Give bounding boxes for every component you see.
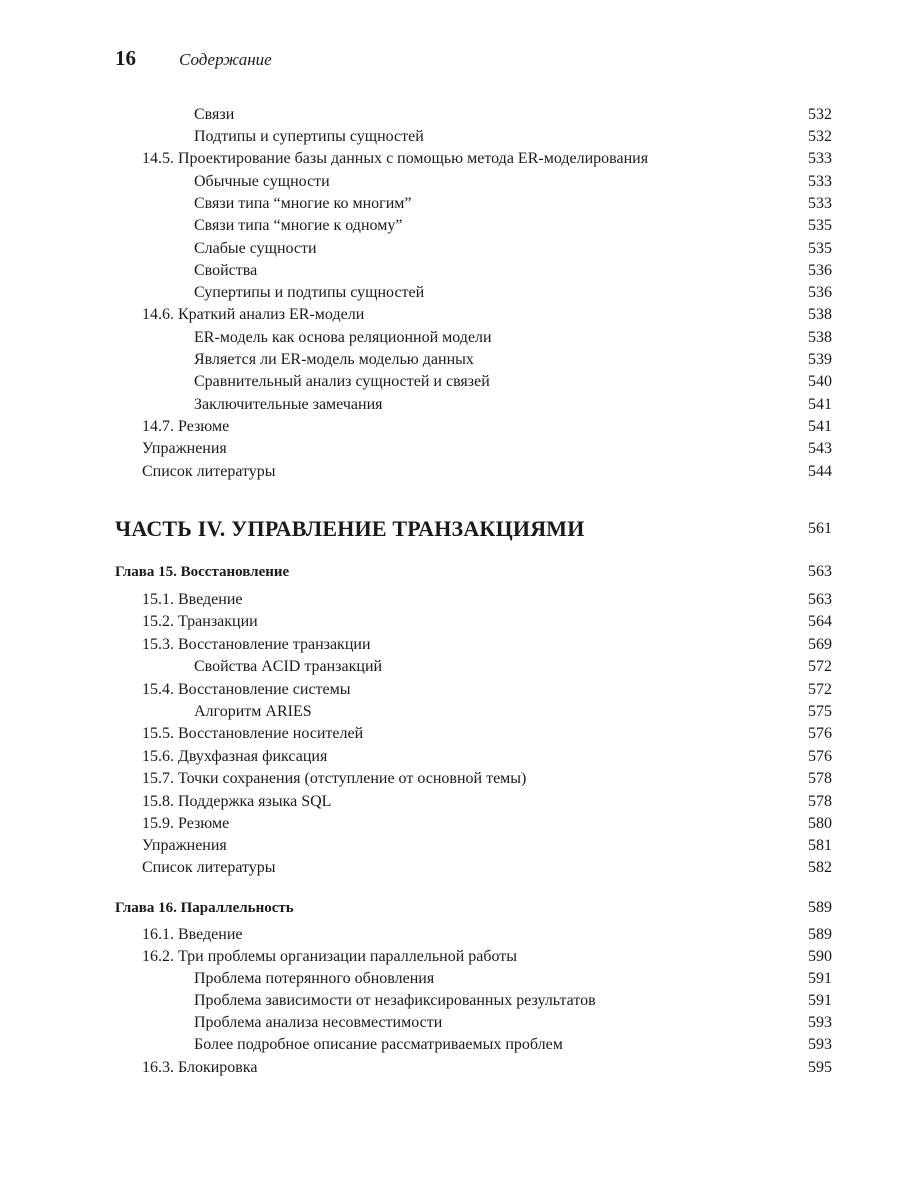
toc-section [0, 438, 900, 460]
toc-entry [0, 104, 900, 126]
toc-title: Заключительные замечания [194, 396, 383, 413]
toc-entry [0, 1034, 900, 1056]
toc-page: 536 [808, 262, 832, 279]
toc-title: 15.1. Введение [142, 591, 243, 608]
toc-title: 15.2. Транзакции [142, 613, 258, 630]
toc-title: Более подробное описание рассматриваемых проблем [194, 1036, 563, 1053]
toc-title: Проблема потерянного обновления [194, 970, 435, 987]
toc-section [0, 946, 900, 968]
toc-entry [0, 260, 900, 282]
toc-entry [0, 371, 900, 393]
toc-title: 15.4. Восстановление системы [142, 681, 351, 698]
toc-title: Подтипы и супертипы сущностей [194, 128, 424, 145]
toc-entry [0, 656, 900, 678]
part-heading [0, 518, 900, 540]
toc-page: 538 [808, 329, 832, 346]
toc-title: 14.6. Краткий анализ ER-модели [142, 306, 365, 323]
toc-page: 535 [808, 240, 832, 257]
toc-title: 16.1. Введение [142, 926, 243, 943]
toc-section [0, 835, 900, 857]
toc-section [0, 768, 900, 790]
toc-page: 580 [808, 815, 832, 832]
toc-page: 543 [808, 440, 832, 457]
toc-entry [0, 349, 900, 371]
toc-title: Упражнения [142, 440, 227, 457]
toc-title: Упражнения [142, 837, 227, 854]
toc-title: 14.5. Проектирование базы данных с помощью метода ER-моделирования [142, 150, 649, 167]
toc-entry [0, 990, 900, 1012]
toc-page: 578 [808, 793, 832, 810]
toc-title: Является ли ER-модель моделью данных [194, 351, 474, 368]
toc-page: 541 [808, 418, 832, 435]
toc-section [0, 723, 900, 745]
toc-title: Проблема зависимости от незафиксированных результатов [194, 992, 596, 1009]
chapter-title: Глава 15. Восстановление [115, 564, 290, 580]
toc-title: 14.7. Резюме [142, 418, 230, 435]
toc-page: 563 [808, 563, 832, 580]
toc-page: 572 [808, 681, 832, 698]
toc-entry [0, 1012, 900, 1034]
toc-page: 563 [808, 591, 832, 608]
toc-title: Свойства [194, 262, 258, 279]
toc-title: 16.2. Три проблемы организации параллельной работы [142, 948, 518, 965]
toc-title: ER-модель как основа реляционной модели [194, 329, 492, 346]
toc-page: 569 [808, 636, 832, 653]
toc-page: 576 [808, 748, 832, 765]
toc-page: 595 [808, 1059, 832, 1076]
toc-section [0, 611, 900, 633]
toc-page: 532 [808, 128, 832, 145]
toc-entry [0, 126, 900, 148]
part-title: ЧАСТЬ IV. УПРАВЛЕНИЕ ТРАНЗАКЦИЯМИ [115, 516, 585, 541]
chapter-heading [0, 897, 900, 919]
toc-title: 16.3. Блокировка [142, 1059, 258, 1076]
toc-entry [0, 215, 900, 237]
toc-section [0, 813, 900, 835]
chapter-heading [0, 561, 900, 583]
toc-title: Сравнительный анализ сущностей и связей [194, 373, 490, 390]
toc-title: 15.8. Поддержка языка SQL [142, 793, 332, 810]
toc-entry [0, 394, 900, 416]
toc-page: 582 [808, 859, 832, 876]
toc-section [0, 1057, 900, 1079]
toc-entry [0, 327, 900, 349]
toc-page: 564 [808, 613, 832, 630]
toc-title: Слабые сущности [194, 240, 317, 257]
toc-page: 540 [808, 373, 832, 390]
toc-title: Список литературы [142, 859, 276, 876]
toc-section [0, 634, 900, 656]
toc-page: 576 [808, 725, 832, 742]
toc-section [0, 589, 900, 611]
toc-title: Связи [194, 106, 235, 123]
toc-section [0, 416, 900, 438]
toc-entry [0, 193, 900, 215]
toc-page: 544 [808, 463, 832, 480]
toc-title: 15.3. Восстановление транзакции [142, 636, 371, 653]
toc-page: 591 [808, 992, 832, 1009]
toc-page: 589 [808, 899, 832, 916]
toc-section [0, 679, 900, 701]
toc-section [0, 461, 900, 483]
toc-title: Список литературы [142, 463, 276, 480]
toc-title: Связи типа “многие ко многим” [194, 195, 412, 212]
toc-entry [0, 282, 900, 304]
toc-entry [0, 238, 900, 260]
toc-page: 593 [808, 1036, 832, 1053]
toc-page: 533 [808, 195, 832, 212]
toc-page: 561 [808, 520, 832, 537]
toc-title: 15.7. Точки сохранения (отступление от основной темы) [142, 770, 527, 787]
toc-section [0, 304, 900, 326]
toc-title: Алгоритм ARIES [194, 703, 312, 720]
toc-title: Связи типа “многие к одному” [194, 217, 403, 234]
toc-entry [0, 701, 900, 723]
toc-page: 535 [808, 217, 832, 234]
toc-page: 578 [808, 770, 832, 787]
running-title: Содержание [179, 50, 272, 69]
toc-page: 572 [808, 658, 832, 675]
toc-page: 575 [808, 703, 832, 720]
toc-section [0, 924, 900, 946]
toc-entry [0, 968, 900, 990]
toc-page: 591 [808, 970, 832, 987]
toc-page: 533 [808, 173, 832, 190]
toc-title: Свойства ACID транзакций [194, 658, 383, 675]
toc-section [0, 791, 900, 813]
toc-title: Супертипы и подтипы сущностей [194, 284, 425, 301]
toc-title: 15.9. Резюме [142, 815, 230, 832]
toc-title: 15.5. Восстановление носителей [142, 725, 364, 742]
toc-page: 581 [808, 837, 832, 854]
toc-page: 589 [808, 926, 832, 943]
toc-page: 536 [808, 284, 832, 301]
toc-page: 532 [808, 106, 832, 123]
toc-page: 541 [808, 396, 832, 413]
toc-section [0, 746, 900, 768]
toc-title: Обычные сущности [194, 173, 330, 190]
toc-page: 590 [808, 948, 832, 965]
toc-page: 539 [808, 351, 832, 368]
toc-entry [0, 171, 900, 193]
toc-page: 533 [808, 150, 832, 167]
chapter-title: Глава 16. Параллельность [115, 900, 294, 916]
toc-title: 15.6. Двухфазная фиксация [142, 748, 328, 765]
toc-title: Проблема анализа несовместимости [194, 1014, 443, 1031]
toc-section [0, 148, 900, 170]
toc-page: 538 [808, 306, 832, 323]
page-number: 16 [115, 46, 136, 70]
toc-page: 593 [808, 1014, 832, 1031]
toc-section [0, 857, 900, 879]
